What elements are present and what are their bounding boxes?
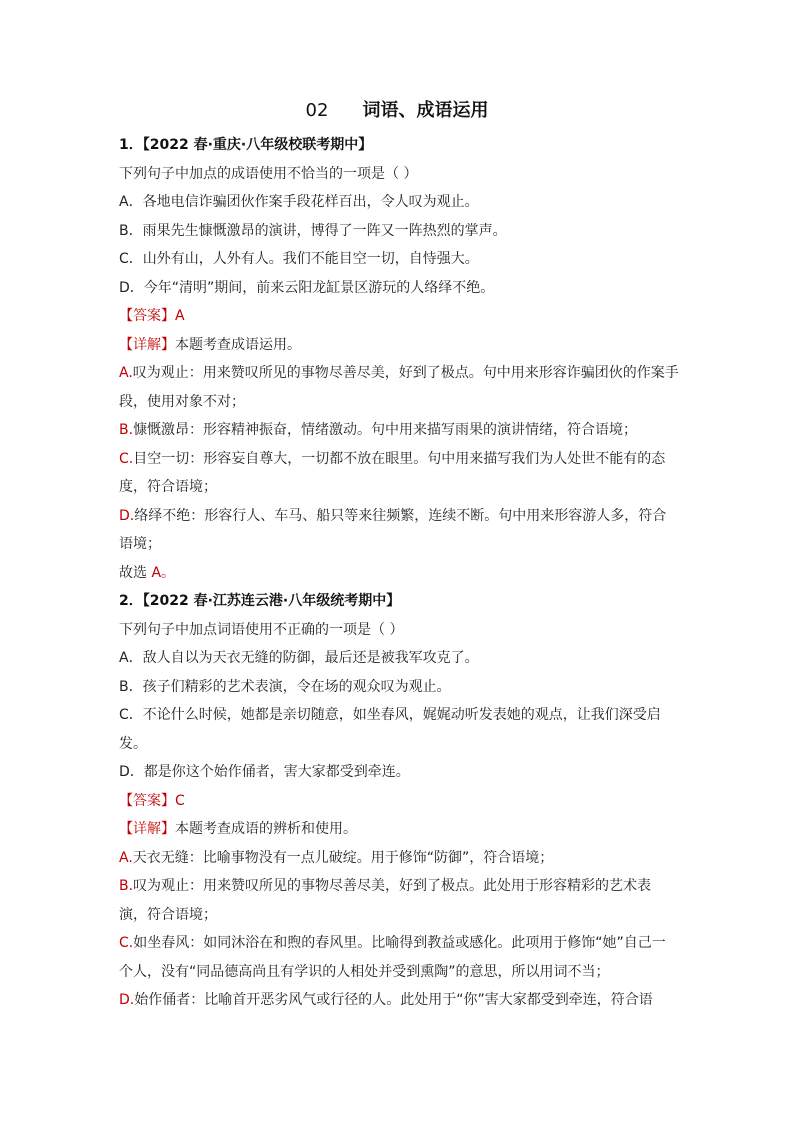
question-2-option-b: B．孩子们精彩的艺术表演，令在场的观众叹为观止。 bbox=[119, 678, 451, 695]
answer-value: C bbox=[175, 792, 185, 809]
detail-tag: 【详解】 bbox=[119, 821, 175, 837]
explain-label: D. bbox=[119, 992, 135, 1008]
question-1-option-a: A．各地电信诈骗团伙作案手段花样百出，令人叹为观止。 bbox=[119, 194, 479, 210]
question-2-option-c: C．不论什么时候，她都是亲切随意，如坐春风，娓娓动听发表她的观点，让我们深受启发。 bbox=[119, 707, 661, 752]
question-2-explain-a bbox=[119, 844, 679, 873]
explain-text: 慷慨激昂：形容精神振奋，情绪激动。句中用来描写雨果的演讲情绪，符合语境； bbox=[133, 422, 638, 438]
section-title: 词语、成语运用 bbox=[362, 100, 489, 121]
question-1-explain-b bbox=[119, 416, 679, 445]
explain-label: C. bbox=[119, 935, 134, 951]
answer-tag: 【答案】 bbox=[119, 792, 175, 809]
question-1-explain-d bbox=[119, 502, 679, 559]
detail-text: 本题考查成语运用。 bbox=[175, 336, 301, 353]
explain-text: 始作俑者：比喻首开恶劣风气或行径的人。此处用于“你”害大家都受到牵连，符合语 bbox=[134, 992, 653, 1008]
question-1-answer bbox=[119, 302, 679, 331]
detail-tag: 【详解】 bbox=[119, 336, 175, 353]
explain-label: B. bbox=[119, 422, 134, 438]
answer-value: A bbox=[175, 308, 185, 324]
question-1-explain-a bbox=[119, 359, 679, 416]
question-1-heading: 1．【2022 春·重庆·八年级校联考期中】 bbox=[119, 137, 373, 153]
section-number: 02 bbox=[305, 100, 329, 121]
question-1-conclusion bbox=[119, 559, 679, 588]
question-2-explain-c bbox=[119, 929, 679, 986]
explain-text: 目空一切：形容妄自尊大，一切都不放在眼里。句中用来描写我们为人处世不能有的态度，符合语境； bbox=[119, 450, 666, 495]
question-2-answer bbox=[119, 787, 679, 816]
detail-text: 本题考查成语的辨析和使用。 bbox=[175, 821, 357, 837]
question-1-option-b: B．雨果先生慷慨激昂的演讲，博得了一阵又一阵热烈的掌声。 bbox=[119, 222, 507, 239]
question-2-detail bbox=[119, 815, 679, 844]
page-title bbox=[0, 96, 794, 122]
question-1-explain-c bbox=[119, 445, 679, 502]
explain-text: 天衣无缝：比喻事物没有一点儿破绽。用于修饰“防御”，符合语境； bbox=[132, 849, 554, 866]
content-body bbox=[119, 131, 679, 1015]
conclusion-prefix: 故选 bbox=[119, 564, 152, 581]
explain-label: A. bbox=[119, 365, 133, 381]
explain-label: C. bbox=[119, 450, 134, 467]
explain-label: D. bbox=[119, 507, 135, 524]
question-1-option-d: D．今年“清明”期间，前来云阳龙缸景区游玩的人络绎不绝。 bbox=[119, 279, 495, 296]
question-2-option-d: D．都是你这个始作俑者，害大家都受到牵连。 bbox=[119, 764, 410, 780]
question-1-detail bbox=[119, 331, 679, 360]
question-2-explain-b bbox=[119, 872, 679, 929]
conclusion-answer: A。 bbox=[151, 564, 176, 581]
question-1-option-c: C．山外有山，人外有人。我们不能目空一切，自恃强大。 bbox=[119, 251, 479, 267]
explain-text: 如坐春风：如同沐浴在和煦的春风里。比喻得到教益或感化。此项用于修饰“她”自己一个人，没有“同品德高尚且有学识的人相处并受到熏陶”的意思，所以用词不当； bbox=[119, 935, 666, 980]
explain-text: 叹为观止：用来赞叹所见的事物尽善尽美，好到了极点。句中用来形容诈骗团伙的作案手段，使用对象不对； bbox=[119, 365, 679, 410]
explain-text: 络绎不绝：形容行人、车马、船只等来往频繁，连续不断。句中用来形容游人多，符合语境； bbox=[119, 507, 667, 552]
explain-text: 叹为观止：用来赞叹所见的事物尽善尽美，好到了极点。此处用于形容精彩的艺术表演，符合语境； bbox=[119, 878, 652, 923]
question-1-stem: 下列句子中加点的成语使用不恰当的一项是（ ） bbox=[119, 165, 418, 182]
answer-tag: 【答案】 bbox=[119, 308, 175, 324]
explain-label: A. bbox=[119, 849, 133, 866]
question-2-heading: 2．【2022 春·江苏连云港·八年级统考期中】 bbox=[119, 593, 401, 609]
question-2-option-a: A．敌人自以为天衣无缝的防御，最后还是被我军攻克了。 bbox=[119, 650, 479, 666]
question-2-explain-d bbox=[119, 986, 679, 1015]
explain-label: B. bbox=[119, 878, 134, 894]
question-2-stem: 下列句子中加点词语使用不正确的一项是（ ） bbox=[119, 621, 404, 638]
